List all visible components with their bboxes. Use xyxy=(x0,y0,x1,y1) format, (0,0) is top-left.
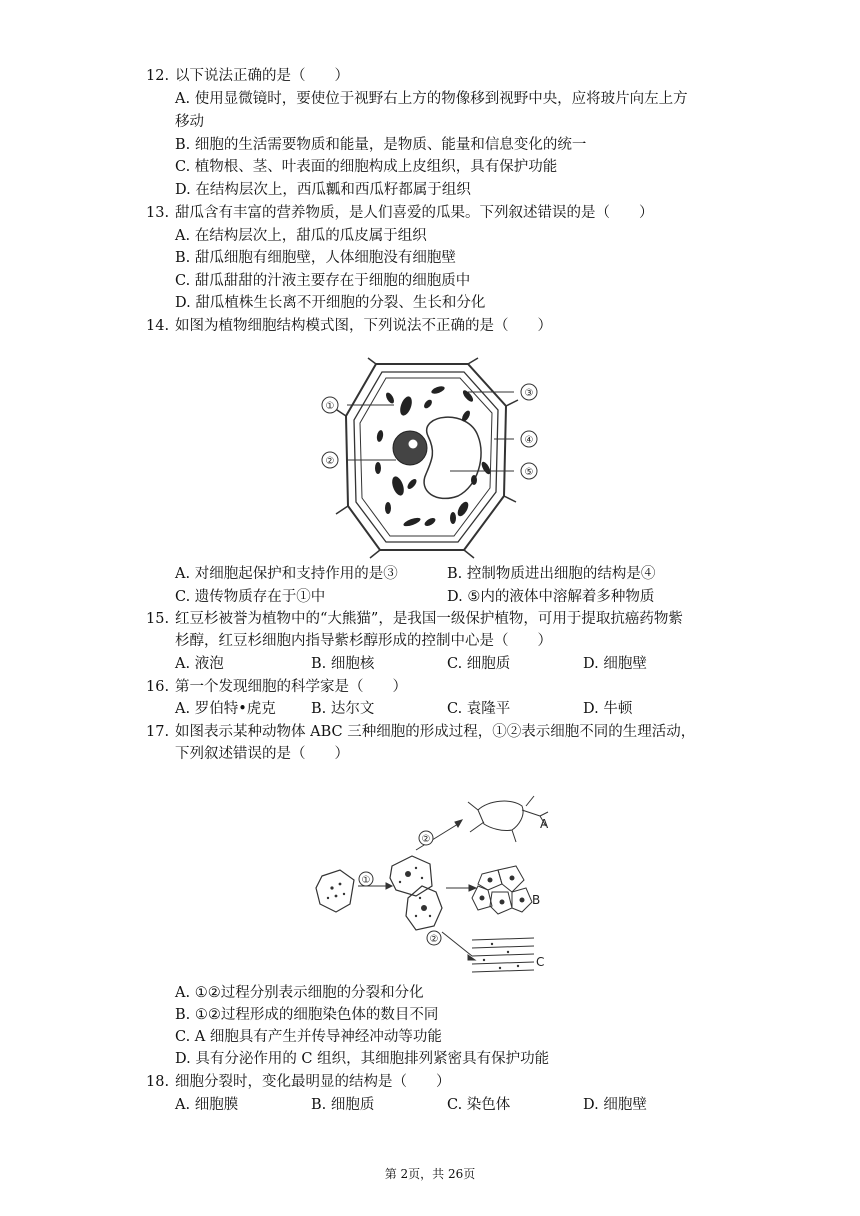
cell-label-b: B xyxy=(532,893,541,907)
question-stem: 以下说法正确的是（ ） xyxy=(175,68,349,84)
question-number: 18. xyxy=(146,1074,170,1090)
option-b: B. ①②过程形成的细胞染色体的数目不同 xyxy=(175,1007,439,1023)
plant-cell-diagram xyxy=(318,356,548,559)
option-a: A. 液泡 xyxy=(175,656,224,672)
option-a: A. 细胞膜 xyxy=(175,1097,239,1113)
label-2: ② xyxy=(325,456,335,467)
vacuole xyxy=(424,417,481,498)
process-label-2-top: ② xyxy=(421,834,431,845)
question-stem: 如图表示某种动物体 ABC 三种细胞的形成过程，①②表示细胞不同的生理活动， xyxy=(175,724,696,740)
option-b: B. 细胞核 xyxy=(311,656,375,672)
option-b: B. 细胞质 xyxy=(311,1097,375,1113)
option-c: C. 遗传物质存在于①中 xyxy=(175,589,326,605)
label-4: ④ xyxy=(524,435,534,446)
process-label-2-bottom: ② xyxy=(429,934,439,945)
question-stem: 红豆杉被誉为植物中的“大熊猫”，是我国一级保护植物，可用于提取抗癌药物紫 xyxy=(175,611,683,627)
nucleus xyxy=(393,431,427,465)
label-3: ③ xyxy=(524,388,534,399)
option-c: C. 染色体 xyxy=(447,1097,511,1113)
option-d: D. 细胞壁 xyxy=(583,656,647,672)
option-c: C. 袁隆平 xyxy=(447,701,511,717)
cell-label-a: A xyxy=(540,817,549,831)
cell-formation-diagram xyxy=(312,788,562,980)
option-a: A. 罗伯特•虎克 xyxy=(175,701,276,717)
option-c: C. 植物根、茎、叶表面的细胞构成上皮组织，具有保护功能 xyxy=(175,159,558,175)
option-b: B. 控制物质进出细胞的结构是④ xyxy=(447,566,656,582)
option-d: D. 甜瓜植株生长离不开细胞的分裂、生长和分化 xyxy=(175,295,486,311)
option-d: D. 细胞壁 xyxy=(583,1097,647,1113)
page-footer: 第 2页，共 26页 xyxy=(384,1167,476,1181)
option-b: B. 达尔文 xyxy=(311,701,375,717)
question-number: 12. xyxy=(146,68,170,84)
option-c: C. A 细胞具有产生并传导神经冲动等功能 xyxy=(175,1029,442,1045)
label-5: ⑤ xyxy=(524,467,534,478)
label-1: ① xyxy=(325,401,335,412)
process-label-1: ① xyxy=(361,875,371,886)
question-stem: 甜瓜含有丰富的营养物质，是人们喜爱的瓜果。下列叙述错误的是（ ） xyxy=(175,205,654,221)
question-number: 17. xyxy=(146,724,170,740)
option-d: D. ⑤内的液体中溶解着多种物质 xyxy=(447,589,655,605)
option-d: D. 牛顿 xyxy=(583,701,633,717)
option-c: C. 细胞质 xyxy=(447,656,511,672)
option-d: D. 具有分泌作用的 C 组织，其细胞排列紧密具有保护功能 xyxy=(175,1051,550,1067)
question-stem-continued: 杉醇，红豆杉细胞内指导紫杉醇形成的控制中心是（ ） xyxy=(175,633,552,649)
question-stem: 第一个发现细胞的科学家是（ ） xyxy=(175,679,407,695)
question-stem-continued: 下列叙述错误的是（ ） xyxy=(175,746,349,762)
question-stem: 细胞分裂时，变化最明显的结构是（ ） xyxy=(175,1074,451,1090)
question-number: 13. xyxy=(146,205,170,221)
option-a-continued: 移动 xyxy=(175,114,204,130)
option-a: A. 在结构层次上，甜瓜的瓜皮属于组织 xyxy=(175,228,427,244)
question-number: 15. xyxy=(146,611,170,627)
question-number: 14. xyxy=(146,318,170,334)
option-a: A. 使用显微镜时，要使位于视野右上方的物像移到视野中央，应将玻片向左上方 xyxy=(175,91,688,107)
option-a: A. ①②过程分别表示细胞的分裂和分化 xyxy=(175,985,424,1001)
question-number: 16. xyxy=(146,679,170,695)
option-c: C. 甜瓜甜甜的汁液主要存在于细胞的细胞质中 xyxy=(175,273,471,289)
option-a: A. 对细胞起保护和支持作用的是③ xyxy=(175,566,398,582)
option-d: D. 在结构层次上，西瓜瓤和西瓜籽都属于组织 xyxy=(175,182,471,198)
option-b: B. 细胞的生活需要物质和能量，是物质、能量和信息变化的统一 xyxy=(175,137,587,153)
cell-label-c: C xyxy=(536,955,545,969)
option-b: B. 甜瓜细胞有细胞壁，人体细胞没有细胞壁 xyxy=(175,250,456,266)
question-stem: 如图为植物细胞结构模式图，下列说法不正确的是（ ） xyxy=(175,318,552,334)
